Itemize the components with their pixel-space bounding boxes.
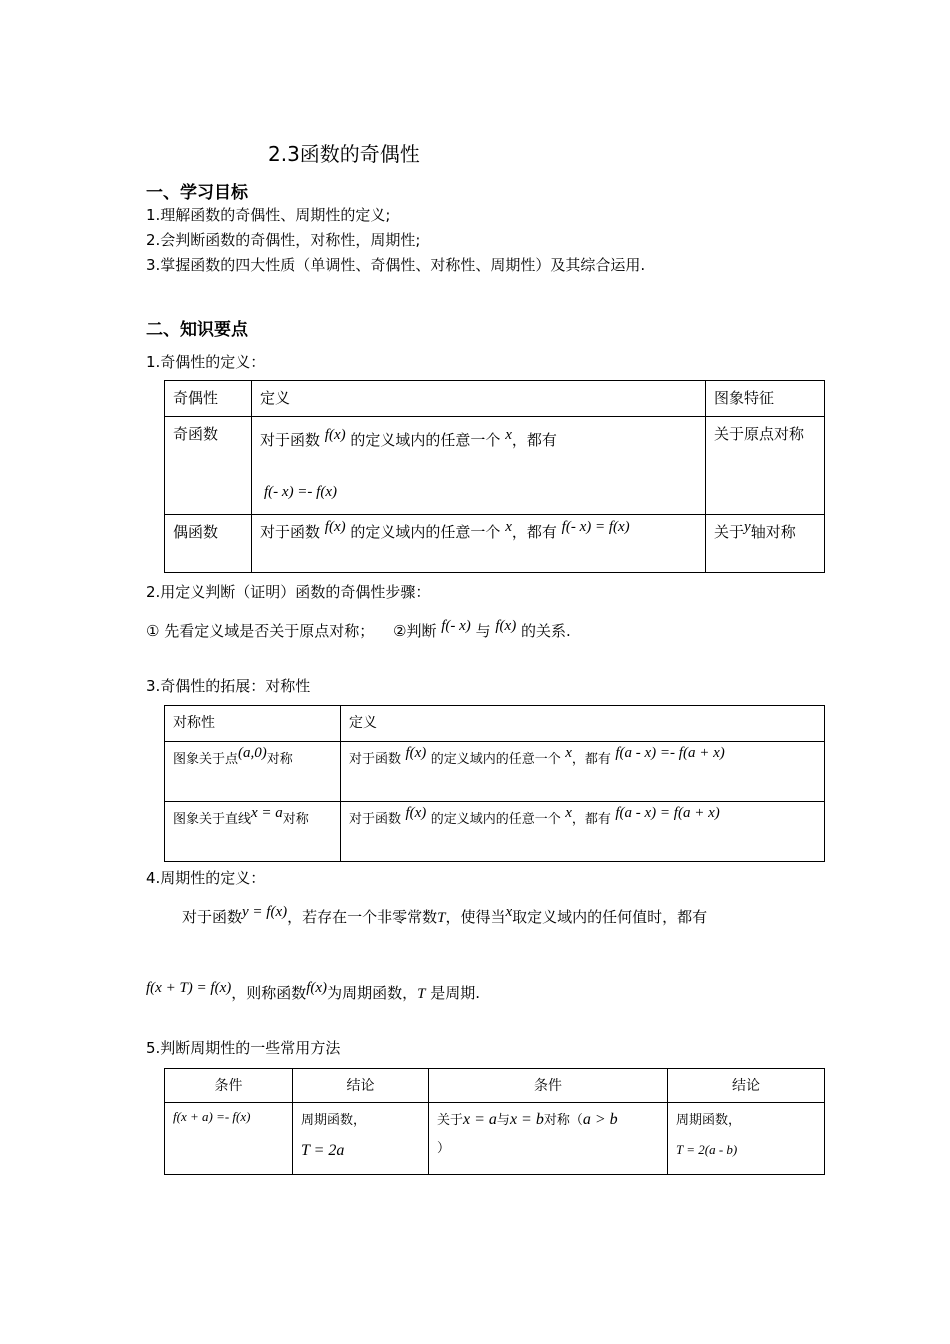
- point-2-steps: [146, 620, 571, 641]
- sym-row2-formula: f(a - x) = f(a + x): [615, 805, 720, 821]
- method-c2-cond: a > b: [582, 1111, 618, 1128]
- period-fx: f(x): [306, 980, 328, 996]
- sym-row2-post: ，都有: [571, 812, 611, 827]
- method-c1: f(x + a) =- f(x): [173, 1109, 251, 1124]
- even-def-fx: f(x): [324, 519, 346, 535]
- method-r2b: T = 2(a - b): [676, 1142, 738, 1157]
- page-title: 2.3函数的奇偶性: [268, 142, 420, 166]
- method-row-conclusion-2: [668, 1103, 825, 1175]
- period-l2-mid: ，则称函数: [231, 984, 307, 1002]
- header-conclusion-2: 结论: [668, 1069, 825, 1103]
- method-row-condition-2: [429, 1103, 668, 1175]
- sym-row1-condition: [165, 742, 341, 802]
- even-def-pre: 对于函数: [260, 523, 321, 541]
- method-r2a: 周期函数，: [676, 1113, 742, 1128]
- even-feature-pre: 关于: [714, 523, 745, 541]
- sym-row2-cond-pre: 图象关于直线: [173, 812, 252, 827]
- odd-def-pre: 对于函数: [260, 431, 321, 449]
- method-c2-x1: x = a: [463, 1111, 497, 1128]
- odd-def-x: x: [505, 427, 512, 443]
- odd-def-fx: f(x): [324, 427, 346, 443]
- step-2-fx: f(x): [495, 618, 517, 634]
- period-l1-post: 取定义域内的任何值时，都有: [512, 908, 708, 926]
- even-feature: [706, 515, 825, 573]
- sym-row1-definition: [341, 742, 825, 802]
- step-2-and: 与: [475, 622, 491, 640]
- sym-row2-condition: [165, 802, 341, 862]
- point-2-label: 2.用定义判断（证明）函数的奇偶性步骤：: [146, 583, 431, 601]
- period-l1-pre: 对于函数: [182, 908, 243, 926]
- period-l2-post: 是周期.: [430, 984, 480, 1002]
- period-method-table: [164, 1068, 825, 1175]
- sym-row2-pre: 对于函数: [349, 812, 402, 827]
- header-conclusion-1: 结论: [293, 1069, 429, 1103]
- header-feature: 图象特征: [706, 381, 825, 417]
- sym-row1-cond-pre: 图象关于点: [173, 752, 239, 767]
- odd-name: 奇函数: [165, 417, 252, 515]
- sym-row2-x: x: [565, 805, 572, 821]
- sym-row1-pre: 对于函数: [349, 752, 402, 767]
- sym-row1-x: x: [565, 745, 572, 761]
- goal-item-2: 2.会判断函数的奇偶性，对称性，周期性;: [146, 231, 421, 249]
- period-T: T: [437, 910, 446, 926]
- even-feature-post: 轴对称: [750, 523, 796, 541]
- step-2-f-neg-x: f(- x): [441, 618, 471, 634]
- method-row-conclusion-1: [293, 1103, 429, 1175]
- method-c2-x2: x = b: [509, 1111, 544, 1128]
- even-name: 偶函数: [165, 515, 252, 573]
- period-formula: f(x + T) = f(x): [146, 980, 232, 996]
- sym-row1-point: (a,0): [238, 745, 267, 761]
- step-2-pre: ②判断: [393, 622, 437, 640]
- sym-row1-mid: 的定义域内的任意一个: [430, 752, 561, 767]
- sym-row1-cond-post: 对称: [266, 752, 293, 767]
- goal-item-1: 1.理解函数的奇偶性、周期性的定义;: [146, 206, 391, 224]
- method-c2-pre: 关于: [437, 1113, 464, 1128]
- period-l2-mid2: 为周期函数，: [327, 984, 418, 1002]
- odd-formula: f(- x) =- f(x): [264, 484, 337, 500]
- odd-feature: 关于原点对称: [706, 417, 825, 515]
- goal-item-3: 3.掌握函数的四大性质（单调性、奇偶性、对称性、周期性）及其综合运用.: [146, 256, 646, 274]
- period-l1-mid: ，若存在一个非零常数: [287, 908, 438, 926]
- sym-row1-fx: f(x): [405, 745, 427, 761]
- period-yfx: y = f(x): [242, 904, 288, 920]
- even-def-mid: 的定义域内的任意一个: [350, 523, 501, 541]
- sym-row2-fx: f(x): [405, 805, 427, 821]
- parity-table: [164, 380, 825, 573]
- even-definition: [252, 515, 706, 573]
- odd-def-post: ，都有: [511, 431, 557, 449]
- header-symmetry: 对称性: [165, 706, 341, 742]
- method-r1a: 周期函数，: [301, 1113, 367, 1128]
- section-heading-goals: 一、学习目标: [146, 183, 248, 203]
- period-def-line2: [146, 982, 480, 1003]
- sym-row1-post: ，都有: [571, 752, 611, 767]
- sym-row2-line: x = a: [251, 805, 283, 821]
- even-feature-y: y: [744, 519, 751, 535]
- method-c2-and: 与: [496, 1113, 510, 1128]
- method-r1b: T = 2a: [301, 1142, 345, 1159]
- header-definition: 定义: [252, 381, 706, 417]
- point-4-label: 4.周期性的定义：: [146, 869, 266, 887]
- step-1: ① 先看定义域是否关于原点对称；: [146, 622, 375, 640]
- section-heading-knowledge: 二、知识要点: [146, 320, 248, 340]
- method-row-condition-1: [165, 1103, 293, 1175]
- sym-row2-mid: 的定义域内的任意一个: [430, 812, 561, 827]
- method-c2-post: 对称（: [543, 1113, 583, 1128]
- step-2-post: 的关系.: [520, 622, 571, 640]
- header-sym-definition: 定义: [341, 706, 825, 742]
- period-l1-mid2: ，使得当: [445, 908, 506, 926]
- sym-row2-definition: [341, 802, 825, 862]
- period-x: x: [505, 904, 513, 920]
- point-5-label: 5.判断周期性的一些常用方法: [146, 1039, 341, 1057]
- even-def-x: x: [505, 519, 512, 535]
- header-condition-2: 条件: [429, 1069, 668, 1103]
- even-formula: f(- x) = f(x): [561, 519, 630, 535]
- period-def-line1: [182, 906, 707, 927]
- header-parity: 奇偶性: [165, 381, 252, 417]
- period-T2: T: [417, 986, 426, 1002]
- point-1-label: 1.奇偶性的定义：: [146, 353, 266, 371]
- point-3-label: 3.奇偶性的拓展：对称性: [146, 677, 311, 695]
- symmetry-table: [164, 705, 825, 862]
- header-condition-1: 条件: [165, 1069, 293, 1103]
- sym-row1-formula: f(a - x) =- f(a + x): [615, 745, 725, 761]
- even-def-post: ，都有: [511, 523, 557, 541]
- odd-def-mid: 的定义域内的任意一个: [350, 431, 501, 449]
- method-c2-close: ）: [437, 1141, 451, 1156]
- sym-row2-cond-post: 对称: [282, 812, 309, 827]
- odd-definition: [252, 417, 706, 515]
